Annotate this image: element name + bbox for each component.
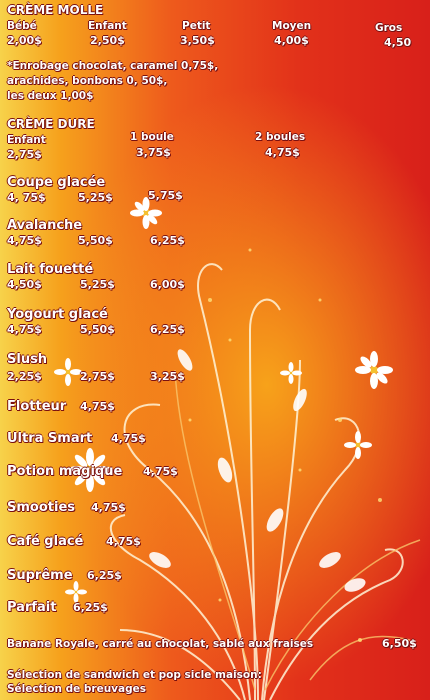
menu-item-price: 4,75$ (91, 501, 126, 514)
menu-item-name: Slush (7, 352, 48, 367)
banane-royale-price: 6,50$ (382, 637, 417, 650)
topping-note: arachides, bonbons 0, 50$, (7, 75, 168, 87)
menu-item-price: 2,75$ (80, 370, 115, 383)
size-label: Gros (375, 22, 403, 34)
menu-item-price: 4,75$ (7, 323, 42, 336)
menu-item-name: Parfait (7, 600, 57, 615)
menu-item-price: 6,00$ (150, 278, 185, 291)
menu-item-price: 5,75$ (148, 189, 183, 202)
menu-item-name: Café glacé (7, 534, 84, 549)
menu-item-price: 4,75$ (111, 432, 146, 445)
menu-item-price: 6,25$ (87, 569, 122, 582)
menu-item-name: Coupe glacée (7, 175, 106, 190)
menu-item-price: 5,25$ (80, 278, 115, 291)
menu-item-price: 4, 75$ (7, 191, 46, 204)
menu-item-price: 4,75$ (7, 234, 42, 247)
menu-item-price: 4,75$ (143, 465, 178, 478)
size-price: 4,00$ (274, 34, 309, 47)
menu-item-price: 5,50$ (80, 323, 115, 336)
creme-dure-title: CRÈME DURE (7, 117, 95, 131)
creme-molle-title: CRÈME MOLLE (7, 3, 104, 17)
topping-note: *Enrobage chocolat, caramel 0,75$, (7, 60, 219, 72)
size-label: Petit (182, 20, 211, 32)
size-label: Enfant (7, 134, 46, 146)
menu-item-price: 5,50$ (78, 234, 113, 247)
menu-item-price: 5,25$ (78, 191, 113, 204)
menu-item-price: 4,75$ (106, 535, 141, 548)
menu-item-price: 6,25$ (73, 601, 108, 614)
menu-item-price: 3,25$ (150, 370, 185, 383)
menu-item-name: Potion magique (7, 464, 123, 479)
size-label: 2 boules (255, 131, 306, 143)
menu-item-name: Avalanche (7, 218, 83, 233)
size-label: Bébé (7, 20, 37, 32)
banane-royale-name: Banane Royale, carré au chocolat, sablé aux fraises (7, 638, 314, 650)
size-price: 3,75$ (136, 146, 171, 159)
menu-item-price: 6,25$ (150, 323, 185, 336)
size-price: 3,50$ (180, 34, 215, 47)
menu-item-name: Smooties (7, 500, 75, 515)
size-label: Enfant (88, 20, 127, 32)
menu-item-name: Flotteur (7, 399, 67, 414)
footer-line: Sélection de sandwich et pop sicle maison: (7, 669, 262, 681)
size-label: Moyen (272, 20, 312, 32)
menu-item-price: 6,25$ (150, 234, 185, 247)
menu-item-price: 2,25$ (7, 370, 42, 383)
menu-item-name: Yogourt glacé (7, 307, 108, 322)
menu-item-name: Lait fouetté (7, 262, 94, 277)
size-price: 2,50$ (90, 34, 125, 47)
size-price: 4,75$ (265, 146, 300, 159)
menu-item-name: Suprême (7, 568, 73, 583)
footer-line: Sélection de breuvages (7, 683, 146, 695)
size-price: 4,50 (384, 36, 412, 49)
size-price: 2,75$ (7, 148, 42, 161)
topping-note: les deux 1,00$ (7, 90, 94, 102)
size-label: 1 boule (130, 131, 174, 143)
menu-item-price: 4,50$ (7, 278, 42, 291)
size-price: 2,00$ (7, 34, 42, 47)
menu-item-name: Ultra Smart (7, 431, 93, 446)
menu-item-price: 4,75$ (80, 400, 115, 413)
